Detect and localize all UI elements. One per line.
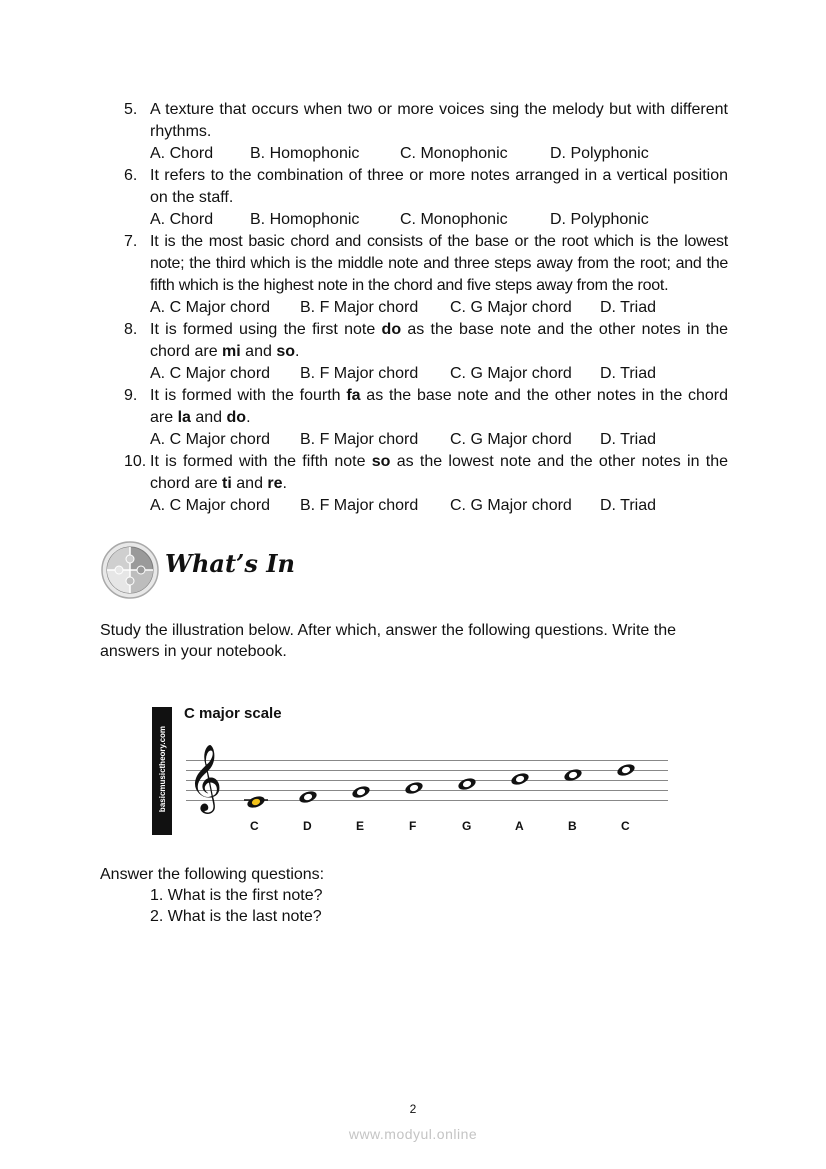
- choice-a: A. C Major chord: [150, 365, 271, 382]
- choice-b: B. Homophonic: [250, 211, 360, 228]
- page-number: 2: [409, 1102, 417, 1116]
- question-stem: A texture that occurs when two or more voices sing the melody but with different rhythms.: [150, 101, 728, 140]
- choice-c: C. Monophonic: [400, 211, 508, 228]
- solfege-syllable: so: [371, 453, 391, 470]
- question-number: 5.: [124, 101, 138, 118]
- answer-intro: Answer the following questions:: [100, 866, 325, 883]
- scale-title: C major scale: [184, 705, 282, 722]
- question-5: [124, 99, 728, 165]
- answer-choices: [150, 209, 728, 231]
- note-d4: [298, 789, 318, 805]
- choice-a: A. C Major chord: [150, 497, 271, 514]
- solfege-syllable: mi: [222, 343, 241, 360]
- note-label: C: [621, 819, 630, 833]
- choice-b: B. F Major chord: [300, 497, 419, 514]
- note-c5: [616, 762, 636, 778]
- question-stem: It is formed with the fifth note so as the lowest note and the other notes in the chord are ti and re.: [150, 453, 729, 492]
- choice-a: A. Chord: [150, 211, 214, 228]
- answer-choices: [150, 363, 728, 385]
- question-stem: It is formed using the first note do as the base note and the other notes in the chord are mi and so.: [150, 321, 729, 360]
- choice-c: C. G Major chord: [450, 365, 572, 382]
- question-number: 6.: [124, 167, 138, 184]
- answer-choices: [150, 429, 728, 451]
- note-label: A: [515, 819, 524, 833]
- treble-clef-icon: 𝄞: [188, 743, 223, 811]
- question-number: 10.: [124, 453, 147, 470]
- choice-a: A. Chord: [150, 145, 214, 162]
- choice-d: D. Triad: [600, 299, 657, 316]
- solfege-syllable: re: [267, 475, 283, 492]
- note-label: C: [250, 819, 259, 833]
- choice-b: B. F Major chord: [300, 365, 419, 382]
- note-e4: [351, 784, 371, 800]
- note-label: B: [568, 819, 577, 833]
- note-b4: [563, 767, 583, 783]
- answer-choices: [150, 297, 728, 319]
- scale-notes: [152, 703, 672, 838]
- solfege-syllable: fa: [346, 387, 361, 404]
- choice-a: A. C Major chord: [150, 299, 271, 316]
- question-stem: It refers to the combination of three or more notes arranged in a vertical position on the staff.: [150, 167, 728, 206]
- note-label: E: [356, 819, 365, 833]
- choice-c: C. G Major chord: [450, 431, 572, 448]
- solfege-syllable: ti: [222, 475, 232, 492]
- c-major-scale-figure: [152, 703, 672, 838]
- question-number: 8.: [124, 321, 138, 338]
- solfege-syllable: do: [226, 409, 247, 426]
- note-a4: [510, 771, 530, 787]
- choice-b: B. F Major chord: [300, 431, 419, 448]
- choice-d: D. Triad: [600, 497, 657, 514]
- choice-b: B. Homophonic: [250, 145, 360, 162]
- section-title: What’s In: [165, 549, 295, 578]
- choice-c: C. G Major chord: [450, 497, 572, 514]
- puzzle-icon: [101, 541, 159, 599]
- note-label: F: [409, 819, 417, 833]
- note-label: D: [303, 819, 312, 833]
- question-8: [124, 319, 728, 385]
- choice-d: D. Polyphonic: [550, 145, 649, 162]
- question-number: 7.: [124, 233, 138, 250]
- sub-question-1: 1. What is the first note?: [150, 887, 323, 904]
- question-number: 9.: [124, 387, 138, 404]
- question-stem: It is formed with the fourth fa as the base note and the other notes in the chord are la and do.: [150, 387, 728, 426]
- question-7: [124, 231, 728, 319]
- choice-b: B. F Major chord: [300, 299, 419, 316]
- choice-d: D. Triad: [600, 365, 657, 382]
- question-6: [124, 165, 728, 231]
- choice-d: D. Polyphonic: [550, 211, 649, 228]
- choice-d: D. Triad: [600, 431, 657, 448]
- note-c4: [246, 794, 266, 810]
- question-10: [124, 451, 728, 517]
- note-label: G: [462, 819, 472, 833]
- choice-a: A. C Major chord: [150, 431, 271, 448]
- question-9: [124, 385, 728, 451]
- answer-choices: [150, 495, 728, 517]
- instructions: Study the illustration below. After which, answer the following questions. Write the answers in your notebook.: [100, 622, 677, 660]
- choice-c: C. Monophonic: [400, 145, 508, 162]
- watermark: www.modyul.online: [348, 1126, 478, 1142]
- solfege-syllable: do: [381, 321, 402, 338]
- question-stem: It is the most basic chord and consists of the base or the root which is the lowest note; the third which is the middle note and three steps away from the root; and the fifth which is the highest note in the chord and five steps away from the root.: [150, 233, 728, 294]
- sub-question-2: 2. What is the last note?: [150, 908, 322, 925]
- note-f4: [404, 780, 424, 796]
- note-g4: [457, 776, 477, 792]
- answer-choices: [150, 143, 728, 165]
- solfege-syllable: la: [177, 409, 191, 426]
- source-label: basicmusictheory.com: [158, 725, 167, 813]
- choice-c: C. G Major chord: [450, 299, 572, 316]
- solfege-syllable: so: [276, 343, 295, 360]
